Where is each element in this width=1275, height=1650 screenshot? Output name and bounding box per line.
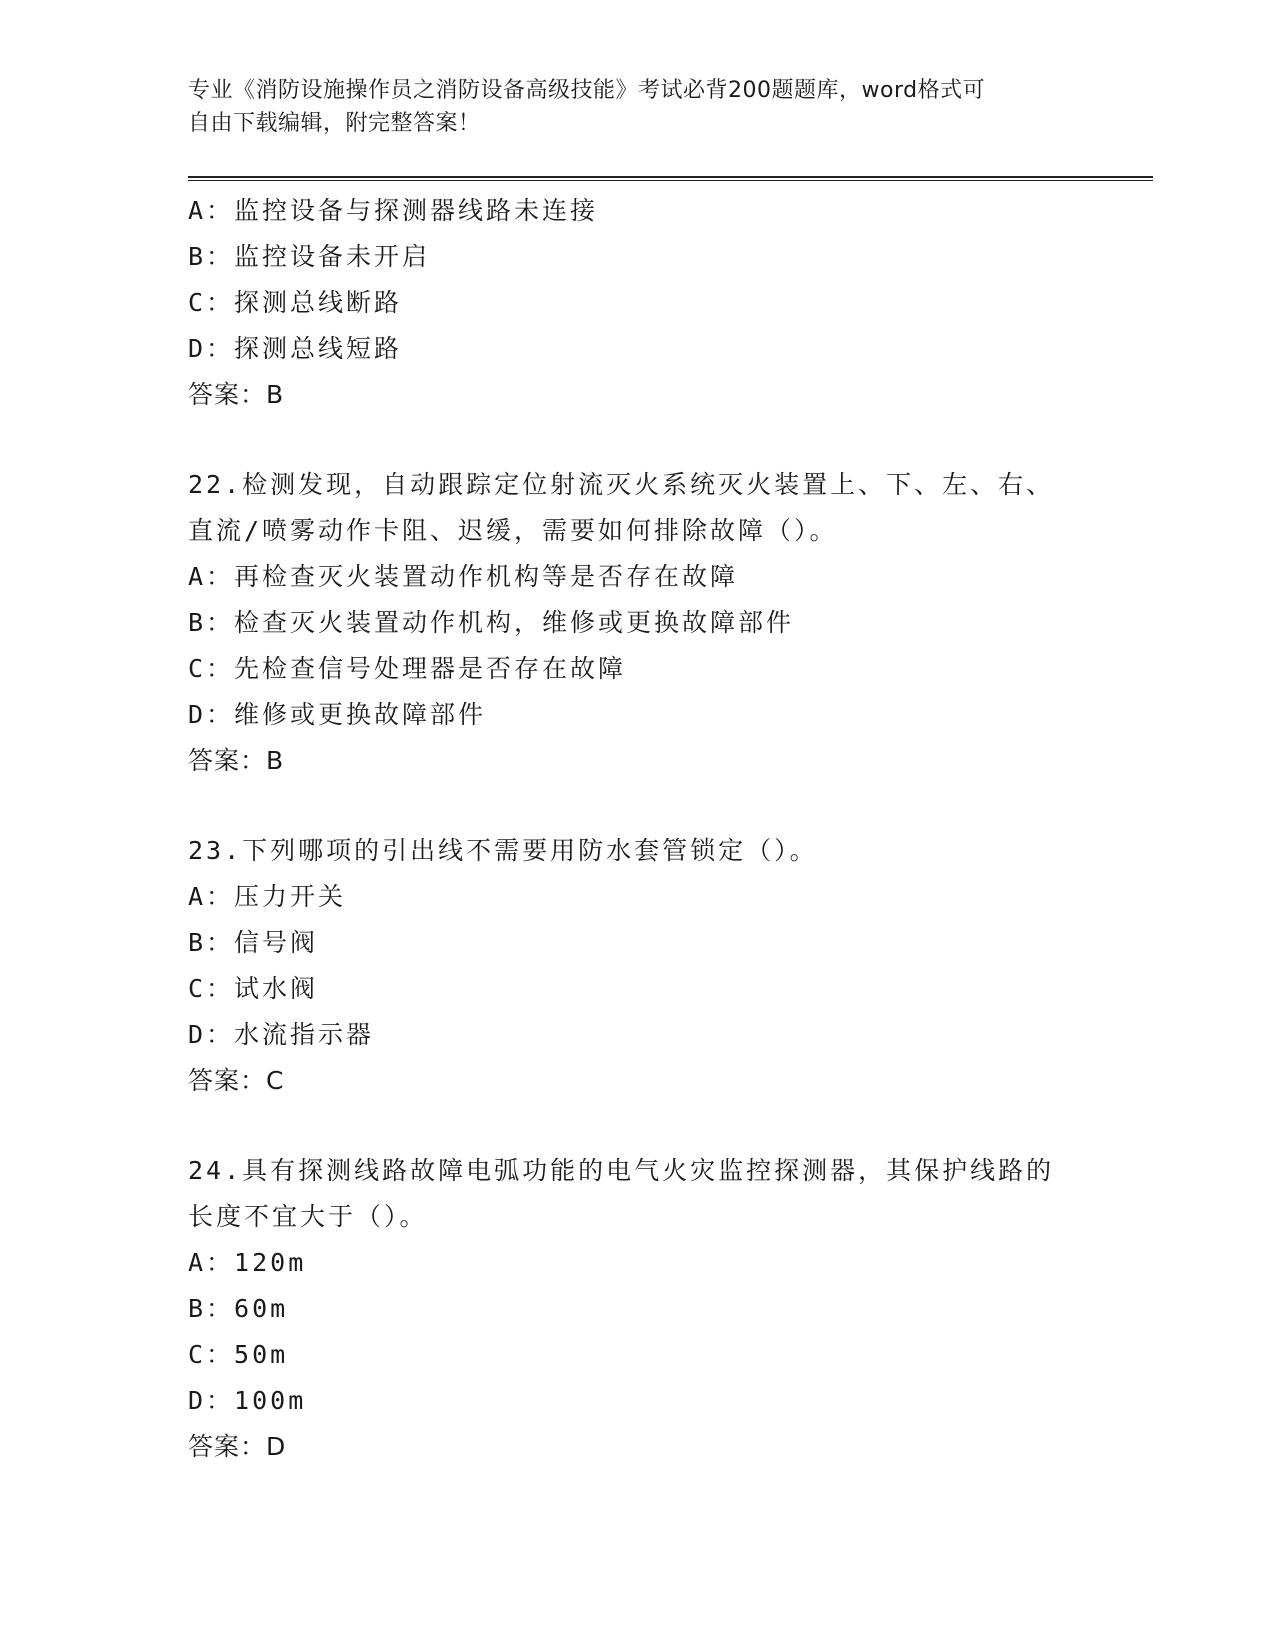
option-a: A：120m: [188, 1248, 307, 1277]
option-d: D：100m: [188, 1386, 307, 1415]
option-a: A：再检查灭火装置动作机构等是否存在故障: [188, 562, 739, 591]
question-stem-continued: 直流/喷雾动作卡阻、迟缓，需要如何排除故障（）。: [188, 516, 838, 545]
option-c: C：探测总线断路: [188, 288, 403, 317]
header-divider: [188, 176, 1153, 181]
option-b: B：监控设备未开启: [188, 242, 431, 271]
question-content: [188, 188, 1153, 1470]
document-page: [188, 0, 1153, 1650]
question-23: [188, 828, 1153, 1104]
option-a: A：监控设备与探测器线路未连接: [188, 196, 599, 225]
option-c: C：试水阀: [188, 974, 319, 1003]
question-22: [188, 462, 1153, 784]
question-stem: 23.下列哪项的引出线不需要用防水套管锁定（）。: [188, 836, 818, 865]
question-stem-continued: 长度不宜大于（）。: [188, 1202, 428, 1231]
option-b: B：信号阀: [188, 928, 319, 957]
spacer: [188, 784, 1153, 828]
spacer: [188, 1104, 1153, 1148]
answer: 答案：D: [188, 1432, 287, 1461]
option-c: C：50m: [188, 1340, 289, 1369]
answer: 答案：C: [188, 1066, 285, 1095]
question-24: [188, 1148, 1153, 1470]
spacer: [188, 418, 1153, 462]
option-c: C：先检查信号处理器是否存在故障: [188, 654, 627, 683]
header-line-1: 专业《消防设施操作员之消防设备高级技能》考试必背200题题库，word格式可: [188, 78, 986, 103]
answer: 答案：B: [188, 380, 285, 409]
option-d: D：水流指示器: [188, 1020, 375, 1049]
option-b: B：检查灭火装置动作机构，维修或更换故障部件: [188, 608, 795, 637]
question-stem: 24.具有探测线路故障电弧功能的电气火灾监控探测器，其保护线路的: [188, 1156, 1055, 1185]
option-a: A：压力开关: [188, 882, 347, 911]
answer: 答案：B: [188, 746, 285, 775]
question-21: [188, 188, 1153, 418]
document-header: [188, 74, 1068, 140]
option-d: D：维修或更换故障部件: [188, 700, 487, 729]
question-stem: 22.检测发现，自动跟踪定位射流灭火系统灭火装置上、下、左、右、: [188, 470, 1055, 499]
option-b: B：60m: [188, 1294, 289, 1323]
header-line-2: 自由下载编辑，附完整答案！: [188, 111, 481, 136]
option-d: D：探测总线短路: [188, 334, 403, 363]
